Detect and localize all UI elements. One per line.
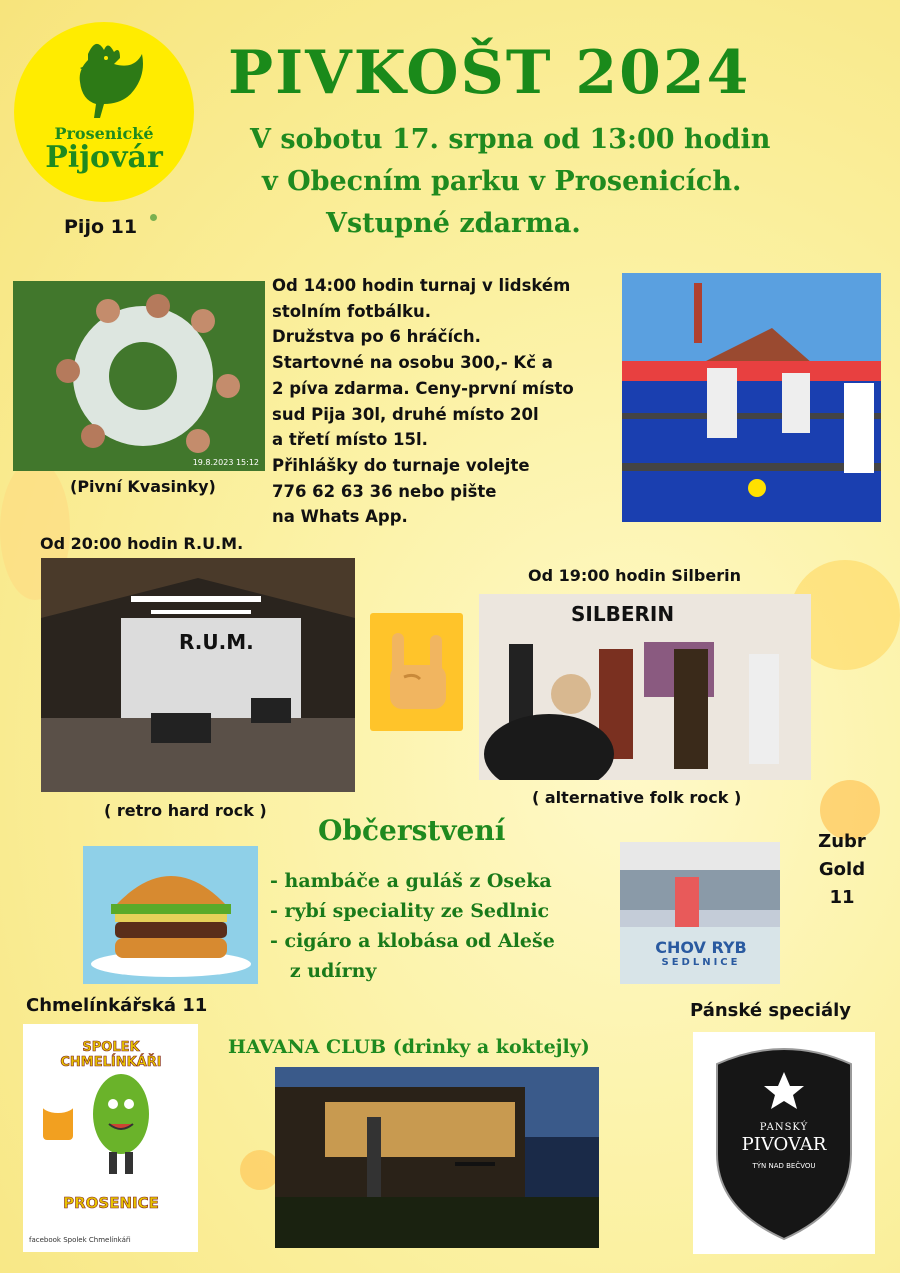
pansky-line1: PANSKÝ xyxy=(759,1122,809,1133)
zubr-label xyxy=(812,828,872,912)
dot-icon xyxy=(150,214,157,221)
subtitle-line1: V sobotu 17. srpna od 13:00 hodin xyxy=(250,124,771,155)
tournament-line: 776 62 63 36 nebo pište xyxy=(272,481,497,501)
pansky-logo xyxy=(693,1032,875,1254)
logo-line2: Pijovár xyxy=(45,140,163,175)
havana-bar-graphic xyxy=(275,1067,599,1248)
facebook-link[interactable]: facebook Spolek Chmelínkáři xyxy=(29,1236,131,1244)
food-item: - hambáče a guláš z Oseka xyxy=(270,870,552,892)
burger-icon xyxy=(83,846,258,984)
rock-hand-icon xyxy=(370,613,463,731)
pansky-header: Pánské speciály xyxy=(690,1000,852,1021)
rum-header: Od 20:00 hodin R.U.M. xyxy=(40,534,244,553)
rooster-icon xyxy=(58,34,158,124)
team-caption: (Pivní Kvasinky) xyxy=(70,477,216,496)
rum-stage-graphic xyxy=(41,558,355,792)
pijovar-logo xyxy=(14,22,194,202)
fish-stand-photo xyxy=(620,842,780,984)
tournament-text xyxy=(272,273,574,530)
chmelinkari-logo xyxy=(23,1024,198,1252)
zubr-line: Zubr xyxy=(818,831,866,852)
photo-date: 19.8.2023 15:12 xyxy=(192,458,259,467)
burger-photo xyxy=(83,846,258,984)
fish-stand-sign xyxy=(636,938,766,968)
pansky-line2: PIVOVAR xyxy=(741,1134,827,1155)
tournament-line: 2 píva zdarma. Ceny-první místo xyxy=(272,378,574,398)
food-item: z udírny xyxy=(270,960,377,982)
team-photo xyxy=(13,281,265,471)
subtitle-line3: Vstupné zdarma. xyxy=(326,208,581,239)
silberin-sign: SILBERIN xyxy=(571,602,675,626)
tournament-line: Přihlášky do turnaje volejte xyxy=(272,455,530,475)
tournament-line: stolním fotbálku. xyxy=(272,301,432,321)
food-title: Občerstvení xyxy=(318,814,506,847)
silberin-caption: ( alternative folk rock ) xyxy=(532,788,742,807)
fish-stand-title: CHOV RYB xyxy=(655,938,747,957)
rum-sign: R.U.M. xyxy=(179,630,254,654)
zubr-line: Gold xyxy=(818,859,866,880)
zubr-line: 11 xyxy=(829,887,855,908)
tournament-line: Od 14:00 hodin turnaj v lidském xyxy=(272,276,571,295)
food-item: - cigáro a klobása od Aleše xyxy=(270,930,555,952)
rum-photo xyxy=(41,558,355,792)
tournament-line: Družstva po 6 hráčích. xyxy=(272,327,481,347)
chmelinkari-bottom-text: PROSENICE xyxy=(63,1194,159,1212)
tournament-line: sud Pija 30l, druhé místo 20l xyxy=(272,404,539,424)
event-title: PIVKOŠT 2024 xyxy=(228,38,751,108)
food-list xyxy=(270,866,555,986)
subtitle-line2: v Obecním parku v Prosenicích. xyxy=(262,166,742,197)
pijo-label: Pijo 11 xyxy=(64,216,138,238)
silberin-photo xyxy=(479,594,811,780)
food-item: - rybí speciality ze Sedlnic xyxy=(270,900,550,922)
chmelinkarska-header: Chmelínkářská 11 xyxy=(26,995,208,1016)
hop-mascot-icon xyxy=(33,1064,188,1184)
tournament-line: Startovné na osobu 300,- Kč a xyxy=(272,353,553,373)
silberin-header: Od 19:00 hodin Silberin xyxy=(528,566,741,585)
pansky-line3: TÝN NAD BEČVOU xyxy=(752,1162,816,1170)
team-circle-graphic xyxy=(13,281,265,471)
decor-blob xyxy=(240,1150,280,1190)
rum-caption: ( retro hard rock ) xyxy=(104,801,267,820)
havana-header: HAVANA CLUB (drinky a koktejly) xyxy=(228,1036,590,1058)
foosball-graphic xyxy=(622,273,881,522)
tournament-line: a třetí místo 15l. xyxy=(272,430,428,450)
tournament-line: na Whats App. xyxy=(272,507,408,527)
logo-line1: Prosenické xyxy=(54,124,154,143)
foosball-photo xyxy=(622,273,881,522)
havana-photo xyxy=(275,1067,599,1248)
fish-stand-sub: SEDLNICE xyxy=(661,957,741,968)
chmelinkari-top-text: SPOLEK CHMELÍNKÁŘI xyxy=(60,1040,162,1070)
